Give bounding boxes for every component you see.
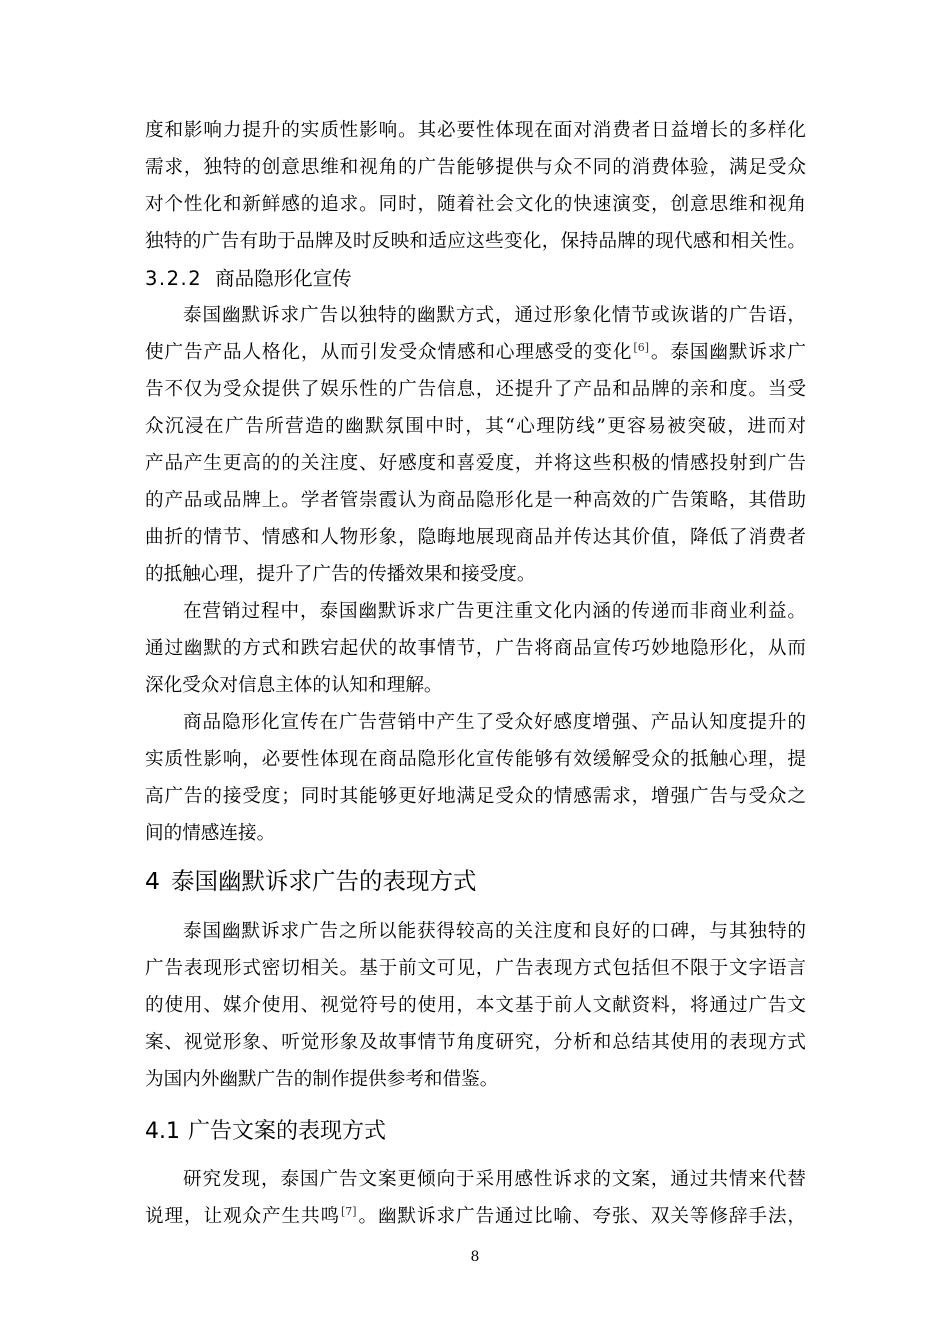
section-title: 泰国幽默诉求广告的表现方式	[170, 866, 477, 895]
paragraph-line: 众沉浸在广告所营造的幽默氛围中时，其“心理防线”更容易被突破，进而对	[145, 415, 806, 437]
page-number: 8	[470, 1249, 480, 1265]
section-heading-3-2-2	[145, 260, 806, 297]
body-paragraph	[145, 704, 806, 852]
paragraph-line: 实质性影响，必要性体现在商品隐形化宣传能够有效缓解受众的抵触心理，提	[145, 748, 806, 770]
body-paragraph	[145, 297, 806, 593]
line-text: 使广告产品人格化，从而引发受众情感和心理感受的变化	[145, 341, 633, 363]
paragraph-line: 的产品或品牌上。学者管崇霞认为商品隐形化是一种高效的广告策略，其借助	[145, 489, 806, 511]
line-text: 说理，让观众产生共鸣	[145, 1205, 340, 1227]
paragraph-line: 间的情感连接。	[145, 822, 276, 844]
paragraph-line: 需求，独特的创意思维和视角的广告能够提供与众不同的消费体验，满足受众	[145, 156, 806, 178]
paragraph-line: 广告表现形式密切相关。基于前文可见，广告表现方式包括但不限于文字语言	[145, 957, 806, 979]
citation-reference: [7]	[340, 1204, 357, 1218]
paragraph-line: 产品产生更高的的关注度、好感度和喜爱度，并将这些积极的情感投射到广告	[145, 452, 806, 474]
paragraph-line: 曲折的情节、情感和人物形象，隐晦地展现商品并传达其价值，降低了消费者	[145, 526, 806, 548]
paragraph-line: 的抵触心理，提升了广告的传播效果和接受度。	[145, 563, 536, 585]
section-heading-4-1	[145, 1113, 806, 1150]
paragraph-line: 案、视觉形象、听觉形象及故事情节角度研究，分析和总结其使用的表现方式	[145, 1031, 806, 1053]
body-paragraph	[145, 1161, 806, 1235]
paragraph-line: 的使用、媒介使用、视觉符号的使用，本文基于前人文献资料，将通过广告文	[145, 994, 806, 1016]
line-text: 。泰国幽默诉求广	[650, 341, 806, 363]
section-number: 3.2.2	[145, 266, 203, 290]
section-number: 4	[145, 866, 160, 895]
chapter-heading-4	[145, 863, 806, 900]
paragraph-line: 度和影响力提升的实质性影响。其必要性体现在面对消费者日益增长的多样化	[145, 119, 806, 141]
paragraph-line: 研究发现，泰国广告文案更倾向于采用感性诉求的文案，通过共情来代替	[183, 1168, 806, 1190]
body-paragraph	[145, 913, 806, 1098]
paragraph-line: 泰国幽默诉求广告之所以能获得较高的关注度和良好的口碑，与其独特的	[183, 920, 806, 942]
paragraph-line: 商品隐形化宣传在广告营销中产生了受众好感度增强、产品认知度提升的	[183, 711, 806, 733]
paragraph-line	[145, 334, 806, 371]
section-number: 4.1	[145, 1118, 180, 1144]
line-text: 。幽默诉求广告通过比喻、夸张、双关等修辞手法，	[357, 1205, 806, 1227]
paragraph-line: 告不仅为受众提供了娱乐性的广告信息，还提升了产品和品牌的亲和度。当受	[145, 378, 806, 400]
paragraph-line: 深化受众对信息主体的认知和理解。	[145, 674, 443, 696]
paragraph-line: 在营销过程中，泰国幽默诉求广告更注重文化内涵的传递而非商业利益。	[183, 600, 806, 622]
paragraph-line: 泰国幽默诉求广告以独特的幽默方式，通过形象化情节或诙谐的广告语，	[183, 304, 806, 326]
page-content	[145, 112, 806, 1235]
citation-reference: [6]	[633, 340, 649, 354]
paragraph-line: 独特的广告有助于品牌及时反映和适应这些变化，保持品牌的现代感和相关性。	[145, 230, 806, 252]
body-paragraph	[145, 593, 806, 704]
paragraph-line: 通过幽默的方式和跌宕起伏的故事情节，广告将商品宣传巧妙地隐形化，从而	[145, 637, 806, 659]
section-title: 广告文案的表现方式	[188, 1118, 387, 1144]
paragraph-line: 为国内外幽默广告的制作提供参考和借鉴。	[145, 1068, 499, 1090]
paragraph-line: 高广告的接受度；同时其能够更好地满足受众的情感需求，增强广告与受众之	[145, 785, 806, 807]
section-title: 商品隐形化宣传	[215, 266, 352, 290]
paragraph-line: 对个性化和新鲜感的追求。同时，随着社会文化的快速演变，创意思维和视角	[145, 193, 806, 215]
paragraph-line	[145, 1198, 806, 1235]
body-paragraph	[145, 112, 806, 260]
